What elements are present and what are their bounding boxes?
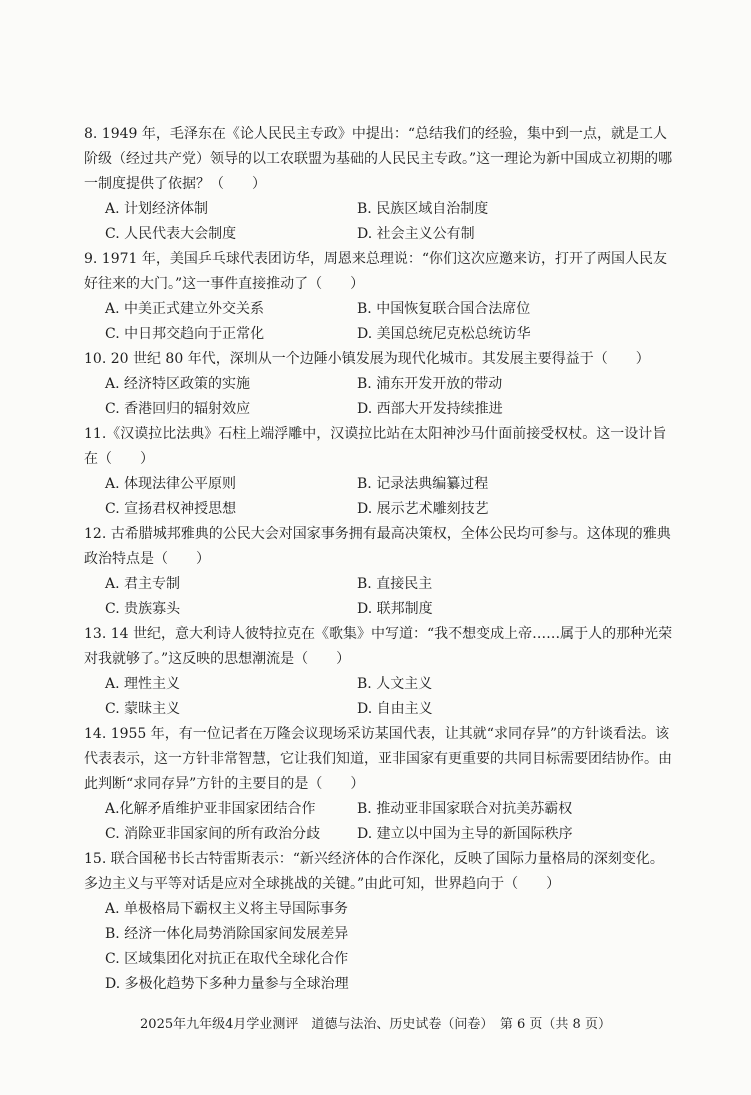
option-b: B. 记录法典编纂过程 [357,476,489,492]
option-d: D. 建立以中国为主导的新国际秩序 [357,826,573,842]
option-d: D. 西部大开发持续推进 [357,401,503,417]
option-b: B. 经济一体化局势消除国家间发展差异 [105,926,349,942]
option-c: C. 区域集团化对抗正在取代全球化合作 [105,951,349,967]
question-15 [84,847,674,997]
question-list [84,122,674,997]
options [84,797,674,847]
question-11 [84,422,674,522]
option-c: C. 香港回归的辐射效应 [105,401,251,417]
question-stem: 15. 联合国秘书长古特雷斯表示：“新兴经济体的合作深化，反映了国际力量格局的深刻变化。多边主义与平等对话是应对全球挑战的关键。”由此可知，世界趋向于（ ） [84,851,664,892]
option-a: A. 计划经济体制 [105,201,209,217]
option-b: B. 推动亚非国家联合对抗美苏霸权 [357,801,573,817]
option-c: C. 宣扬君权神授思想 [105,501,237,517]
option-c: C. 贵族寡头 [105,601,181,617]
option-a: A. 体现法律公平原则 [105,476,237,492]
option-d: D. 社会主义公有制 [357,226,475,242]
option-a: A. 经济特区政策的实施 [105,376,251,392]
question-12 [84,522,674,622]
option-b: B. 浦东开发开放的带动 [357,376,503,392]
option-a: A.化解矛盾维护亚非国家团结合作 [105,801,316,817]
option-d: D. 美国总统尼克松总统访华 [357,326,531,342]
question-stem: 14. 1955 年，有一位记者在万隆会议现场采访某国代表，让其就“求同存异”的方针谈看法。该代表表示，这一方针非常智慧，它让我们知道，亚非国家有更重要的共同目标需要团结协作。由此判断“求同存异”方针的主要目的是（ ） [84,726,672,792]
options [84,672,674,722]
option-b: B. 民族区域自治制度 [357,201,489,217]
options [84,372,674,422]
options [84,897,674,997]
options [84,297,674,347]
question-stem: 9. 1971 年，美国乒乓球代表团访华，周恩来总理说：“你们这次应邀来访，打开了两国人民友好往来的大门。”这一事件直接推动了（ ） [84,251,668,292]
question-10 [84,347,674,422]
question-13 [84,622,674,722]
option-b: B. 中国恢复联合国合法席位 [357,301,531,317]
question-8 [84,122,674,247]
option-d: D. 自由主义 [357,701,433,717]
option-c: C. 人民代表大会制度 [105,226,237,242]
question-9 [84,247,674,347]
option-a: A. 中美正式建立外交关系 [105,301,265,317]
option-c: C. 中日邦交趋向于正常化 [105,326,265,342]
question-14 [84,722,674,847]
option-c: C. 蒙昧主义 [105,701,181,717]
question-stem: 12. 古希腊城邦雅典的公民大会对国家事务拥有最高决策权，全体公民均可参与。这体现的雅典政治特点是（ ） [84,526,671,567]
question-stem: 13. 14 世纪，意大利诗人彼特拉克在《歌集》中写道：“我不想变成上帝……属于人的那种光荣对我就够了。”这反映的思想潮流是（ ） [84,626,673,667]
option-c: C. 消除亚非国家间的所有政治分歧 [105,826,321,842]
options [84,572,674,622]
option-a: A. 君主专制 [105,576,181,592]
option-d: D. 多极化趋势下多种力量参与全球治理 [105,976,349,992]
options [84,197,674,247]
question-stem: 11.《汉谟拉比法典》石柱上端浮雕中，汉谟拉比站在太阳神沙马什面前接受权杖。这一设计旨在（ ） [84,426,667,467]
option-a: A. 单极格局下霸权主义将主导国际事务 [105,901,349,917]
page-footer: 2025年九年级4月学业测评 道德与法治、历史试卷（问卷） 第 6 页（共 8 页） [140,1017,611,1032]
option-d: D. 展示艺术雕刻技艺 [357,501,489,517]
option-b: B. 直接民主 [357,576,433,592]
options [84,472,674,522]
question-stem: 8. 1949 年，毛泽东在《论人民民主专政》中提出：“总结我们的经验，集中到一点，就是工人阶级（经过共产党）领导的以工农联盟为基础的人民民主专政。”这一理论为新中国成立初期的哪一制度提供了依据？（ ） [84,126,673,192]
option-b: B. 人文主义 [357,676,433,692]
question-stem: 10. 20 世纪 80 年代，深圳从一个边陲小镇发展为现代化城市。其发展主要得益于（ ） [84,351,650,367]
option-d: D. 联邦制度 [357,601,433,617]
option-a: A. 理性主义 [105,676,181,692]
